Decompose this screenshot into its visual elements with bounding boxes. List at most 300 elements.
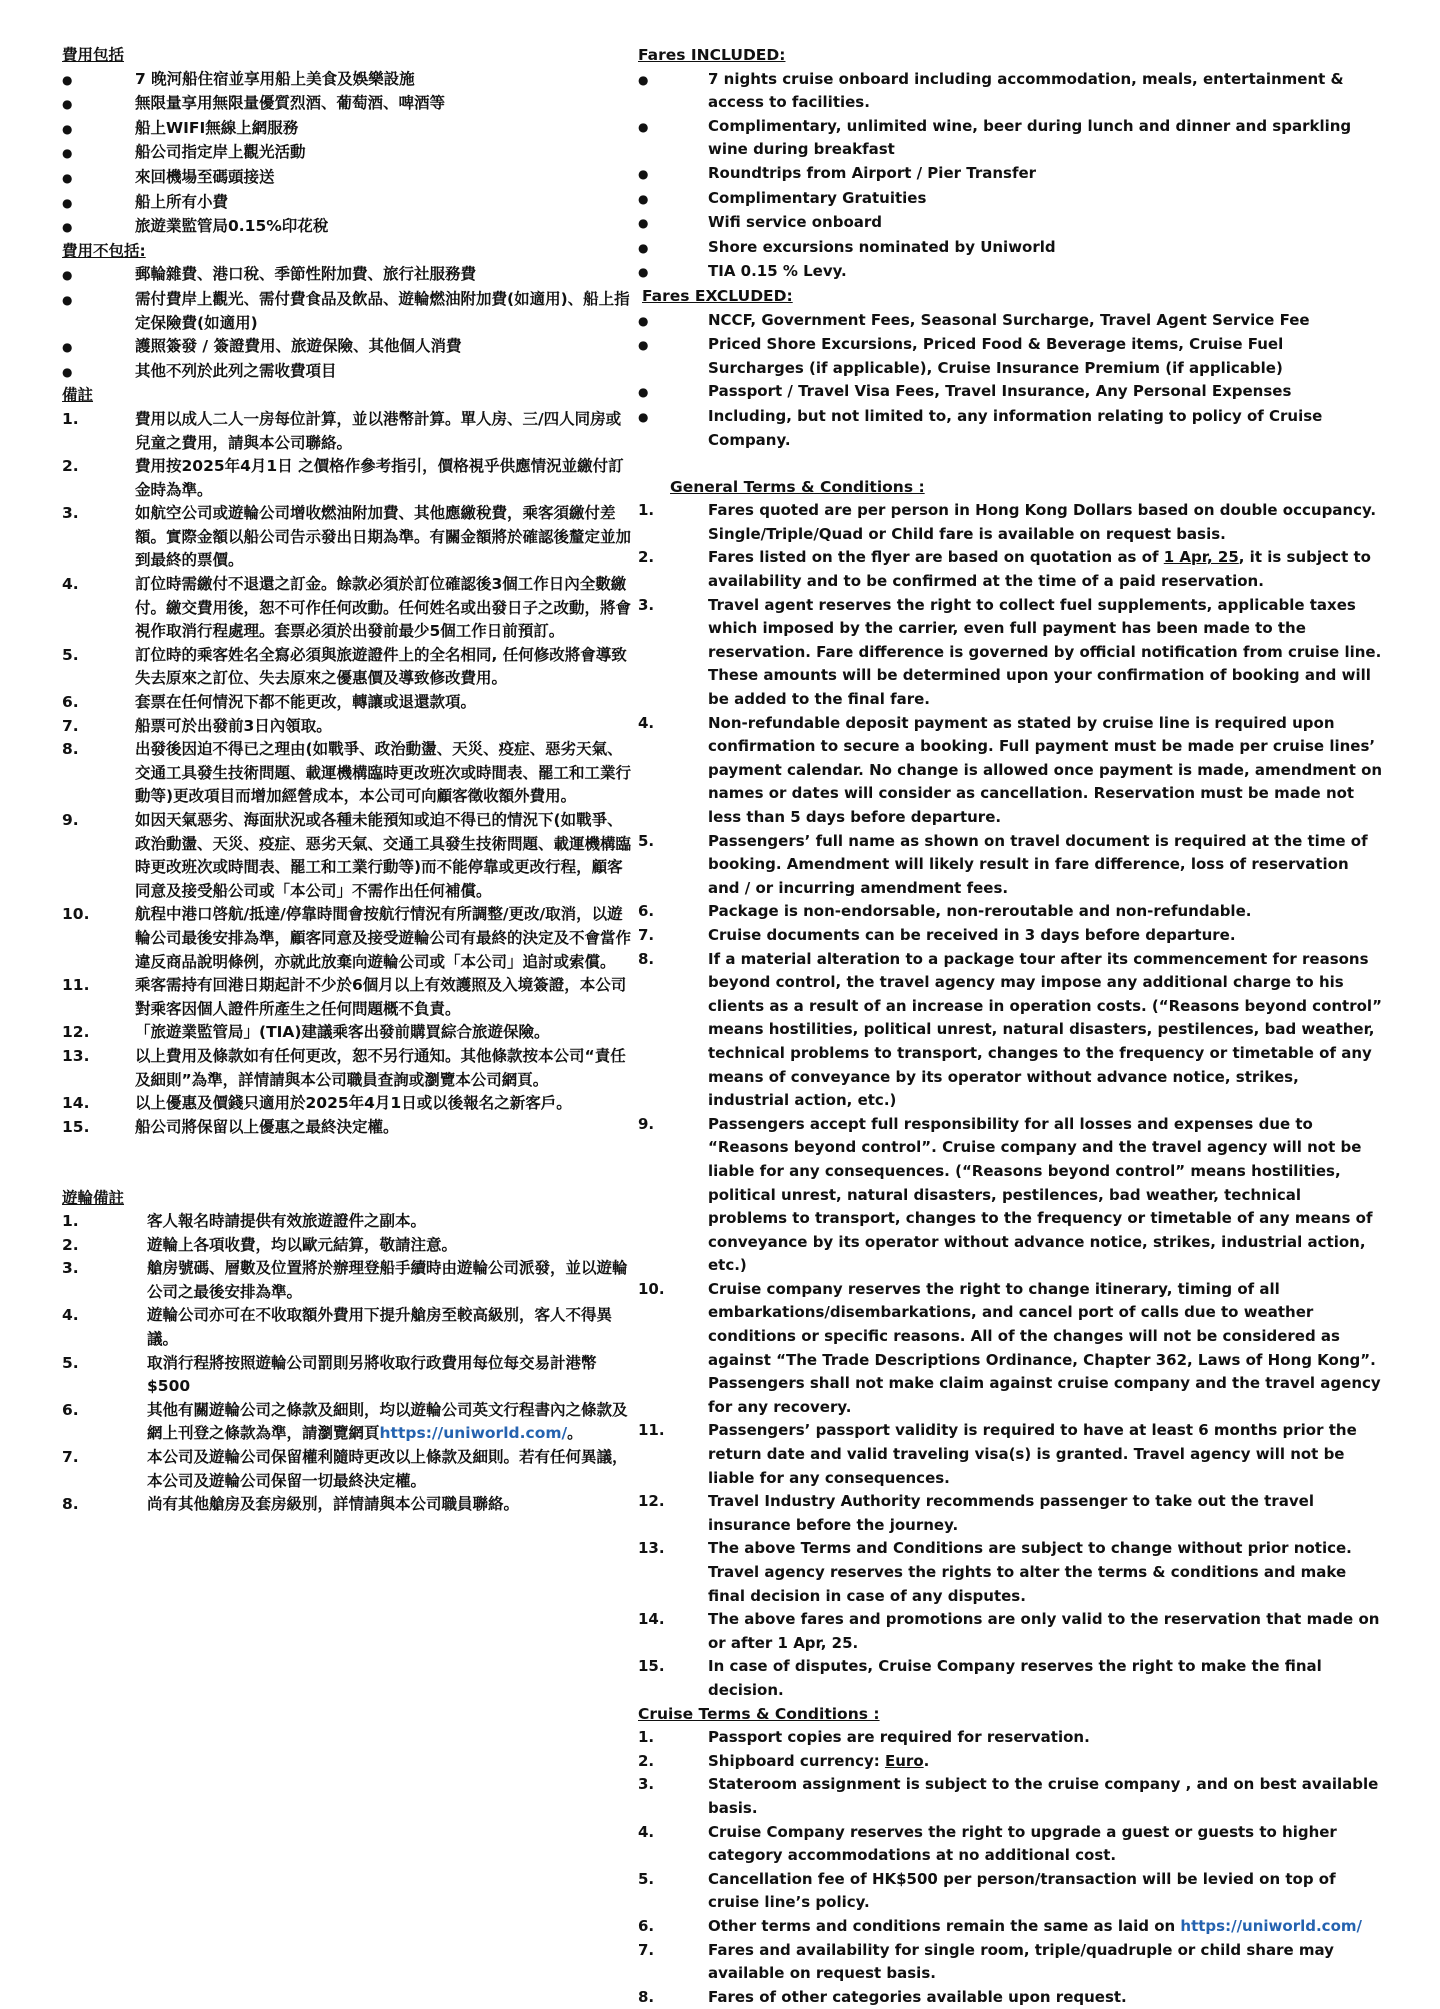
numbered-item — [638, 900, 1383, 924]
item-text-main: 「旅遊業監管局」(TIA)建議乘客出發前購買綜合旅遊保險。 — [135, 1023, 550, 1042]
numbered-item — [638, 1655, 1383, 1702]
item-text — [135, 215, 632, 240]
chinese-terms-column — [62, 44, 632, 1517]
item-text-main: TIA 0.15 % Levy. — [708, 262, 847, 281]
item-text — [708, 1868, 1383, 1915]
numbered-item — [62, 738, 632, 809]
item-text-main: 航程中港口啓航/抵達/停靠時間會按航行情況有所調整/更改/取消，以遊輪公司最後安排為準，顧客同意及接受遊輪公司有最終的決定及不會當作違反商品說明條例，亦就此放棄向遊輪公司或「本公司」追討或索償。 — [135, 905, 632, 971]
item-text — [708, 68, 1383, 115]
item-number: 5. — [62, 645, 79, 664]
item-number: 2. — [638, 1751, 655, 1770]
item-text-main: 訂位時的乘客姓名全寫必須與旅遊證件上的全名相同, 任何修改將會導致失去原來之訂位、失去原來之優惠價及導致修改費用。 — [135, 645, 627, 688]
item-number: 4. — [62, 1306, 79, 1325]
item-text-main: 艙房號碼、層數及位置將於辦理登船手續時由遊輪公司派發，並以遊輪公司之最後安排為準。 — [147, 1259, 628, 1301]
bullet-item — [62, 92, 632, 117]
numbered-item — [638, 948, 1383, 1113]
numbered-item — [638, 594, 1383, 712]
item-text-main: 船票可於出發前3日內領取。 — [135, 716, 332, 735]
filled-circle-icon: ● — [62, 364, 73, 379]
item-number: 1. — [638, 1728, 655, 1747]
bullet-icon — [638, 211, 708, 236]
item-number: 8. — [62, 1495, 79, 1514]
numbered-item — [638, 1868, 1383, 1915]
item-text — [135, 455, 632, 502]
item-text-main: 出發後因迫不得已之理由(如戰爭、政治動盪、天災、疫症、惡劣天氣、交通工具發生技術問題、載運機構臨時更改班次或時間表、罷工和工業行動等)更改項目而增加經營成本，本公司可向顧客徵收額外費用。 — [135, 740, 632, 806]
item-text-main: In case of disputes, Cruise Company reserves the right to make the final decision. — [708, 1657, 1322, 1699]
bullet-item — [62, 263, 632, 288]
bullet-item — [638, 405, 1383, 452]
item-text-main: 取消行程將按照遊輪公司罰則另將收取行政費用每位每交易計港幣$500 — [147, 1353, 597, 1396]
bullet-item — [638, 260, 1383, 285]
item-number: 14. — [62, 1094, 90, 1113]
bullet-icon — [638, 380, 708, 405]
numbered-item — [62, 1234, 632, 1258]
numbered-item — [62, 1446, 632, 1493]
item-text — [708, 236, 1383, 261]
item-text-main: Other terms and conditions remain the same as laid on — [708, 1916, 1181, 1935]
bullet-item — [638, 380, 1383, 405]
item-text — [708, 1773, 1383, 1820]
filled-circle-icon: ● — [638, 191, 649, 206]
item-text-tail: . — [923, 1751, 930, 1770]
item-number: 2. — [62, 457, 79, 476]
item-text-main: NCCF, Government Fees, Seasonal Surcharge, Travel Agent Service Fee — [708, 310, 1310, 329]
item-text-main: 遊輪公司亦可在不收取額外費用下提升艙房至較高級別，客人不得異議。 — [147, 1306, 613, 1349]
item-text — [708, 1986, 1383, 2009]
item-number: 10. — [638, 1279, 665, 1298]
filled-circle-icon: ● — [62, 292, 73, 307]
underlined-date: Euro — [885, 1751, 924, 1770]
item-text-main: Complimentary, unlimited wine, beer during lunch and dinner and sparkling wine during breakfast — [708, 116, 1352, 159]
item-number: 8. — [638, 1987, 655, 2006]
item-text — [147, 1493, 632, 1517]
spacer — [638, 452, 1383, 476]
item-text — [135, 644, 632, 691]
item-text — [135, 408, 632, 455]
item-text — [147, 1304, 632, 1351]
numbered-item — [62, 1116, 632, 1140]
numbered-item — [638, 1608, 1383, 1655]
item-text — [135, 288, 632, 335]
item-number: 14. — [638, 1610, 665, 1629]
filled-circle-icon: ● — [638, 265, 649, 280]
item-number: 11. — [638, 1421, 665, 1440]
item-text — [708, 187, 1383, 212]
item-number: 6. — [638, 902, 655, 921]
item-text-main: Cruise documents can be received in 3 days before departure. — [708, 925, 1236, 944]
bullet-item — [62, 191, 632, 216]
bullet-item — [62, 117, 632, 142]
bullet-item — [638, 333, 1383, 380]
item-number: 7. — [62, 716, 79, 735]
item-number: 3. — [638, 1775, 655, 1794]
spacer — [62, 1139, 632, 1163]
item-text — [147, 1352, 632, 1399]
bullet-item — [62, 215, 632, 240]
bullet-item — [638, 211, 1383, 236]
item-text-main: 其他不列於此列之需收費項目 — [135, 361, 337, 380]
item-text — [135, 335, 632, 360]
item-text-main: 乘客需持有回港日期起計不少於6個月以上有效護照及入境簽證，本公司對乘客因個人證件所產生之任何問題概不負責。 — [135, 976, 627, 1018]
numbered-item — [62, 1399, 632, 1446]
item-text — [708, 115, 1383, 162]
item-text — [708, 1821, 1383, 1868]
spacer — [62, 1163, 632, 1187]
bullet-icon — [62, 166, 135, 191]
item-text-main: 7 nights cruise onboard including accommodation, meals, entertainment & access to facilities. — [708, 69, 1344, 112]
numbered-item — [62, 644, 632, 691]
item-text — [135, 263, 632, 288]
item-text — [135, 360, 632, 385]
item-number: 10. — [62, 905, 90, 924]
numbered-item — [62, 408, 632, 455]
numbered-item — [62, 809, 632, 903]
item-text — [708, 900, 1383, 924]
bullet-icon — [638, 333, 708, 380]
filled-circle-icon: ● — [62, 97, 73, 112]
bullet-icon — [62, 191, 135, 216]
filled-circle-icon: ● — [62, 170, 73, 185]
filled-circle-icon: ● — [62, 268, 73, 283]
item-text-main: 船公司指定岸上觀光活動 — [135, 143, 306, 162]
bullet-item — [62, 360, 632, 385]
numbered-item — [638, 712, 1383, 830]
bullet-item — [62, 335, 632, 360]
bullet-icon — [638, 236, 708, 261]
filled-circle-icon: ● — [638, 313, 649, 328]
item-text-main: 如因天氣惡劣、海面狀況或各種未能預知或迫不得已的情況下(如戰爭、政治動盪、天災、疫症、惡劣天氣、交通工具發生技術問題、載運機構臨時更改班次或時間表、罷工和工業行動等)而不能停靠或更改行程，顧客同意及接受船公司或「本公司」不需作出任何補償。 — [135, 811, 632, 900]
item-text-main: 以上優惠及價錢只適用於2025年4月1日或以後報名之新客戶。 — [135, 1094, 572, 1113]
item-text-main: 客人報名時請提供有效旅遊證件之副本。 — [147, 1212, 427, 1231]
numbered-item — [62, 1352, 632, 1399]
item-number: 12. — [62, 1023, 90, 1042]
website-link[interactable]: https://uniworld.com/ — [1180, 1916, 1362, 1935]
underlined-date: 1 Apr, 25 — [1163, 548, 1239, 567]
item-text — [708, 260, 1383, 285]
item-text — [708, 1537, 1383, 1608]
item-text — [135, 1045, 632, 1092]
bullet-icon — [62, 92, 135, 117]
english-terms-column — [638, 44, 1383, 2009]
item-text-tail: 。 — [567, 1424, 583, 1443]
numbered-item — [638, 1419, 1383, 1490]
section-heading: Cruise Terms & Conditions : — [638, 1704, 880, 1723]
section-heading: Fares INCLUDED: — [638, 46, 786, 64]
item-text-main: Cruise Company reserves the right to upgrade a guest or guests to higher category accommodations at no additional cost. — [708, 1822, 1337, 1865]
item-number: 12. — [638, 1492, 665, 1511]
item-text-main: 本公司及遊輪公司保留權利隨時更改以上條款及細則。若有任何異議，本公司及遊輪公司保留一切最終決定權。 — [147, 1448, 628, 1490]
item-number: 4. — [638, 713, 655, 732]
item-number: 13. — [638, 1539, 665, 1558]
bullet-item — [638, 309, 1383, 334]
item-text — [708, 162, 1383, 187]
item-text — [708, 380, 1383, 405]
item-number: 4. — [638, 1822, 655, 1841]
bullet-item — [638, 162, 1383, 187]
numbered-item — [638, 1915, 1383, 1939]
numbered-item — [62, 1092, 632, 1116]
numbered-item — [62, 1257, 632, 1304]
filled-circle-icon: ● — [638, 338, 649, 353]
item-text — [135, 68, 632, 93]
item-text — [708, 1608, 1383, 1655]
numbered-item — [62, 1045, 632, 1092]
item-text — [708, 333, 1383, 380]
numbered-item — [62, 455, 632, 502]
item-text — [135, 573, 632, 644]
numbered-item — [638, 1278, 1383, 1420]
item-text-main: Shipboard currency: — [708, 1751, 885, 1770]
item-text-main: Non-refundable deposit payment as stated by cruise line is required upon confirmation to secure a booking. Full payment must be made per cruise lines’ payment calendar. No change is allowed once payment is made, amendment on names or dates will consider as cancellation. Reservation must be made not less than 5 days before departure. — [708, 713, 1383, 826]
item-number: 4. — [62, 575, 79, 594]
numbered-item — [638, 1537, 1383, 1608]
filled-circle-icon: ● — [62, 340, 73, 355]
item-text-main: The above fares and promotions are only valid to the reservation that made on or after 1 Apr, 25. — [708, 1610, 1380, 1652]
bullet-icon — [638, 187, 708, 212]
numbered-item — [638, 499, 1383, 546]
numbered-item — [62, 1304, 632, 1351]
item-number: 9. — [62, 811, 79, 829]
item-number: 3. — [62, 504, 79, 523]
filled-circle-icon: ● — [62, 146, 73, 161]
item-number: 5. — [638, 831, 655, 850]
item-number: 1. — [62, 409, 79, 428]
item-text — [135, 715, 632, 739]
item-text — [147, 1257, 632, 1304]
bullet-item — [638, 115, 1383, 162]
item-text — [147, 1399, 632, 1446]
bullet-item — [62, 166, 632, 191]
numbered-item — [62, 573, 632, 644]
item-text — [135, 903, 632, 974]
item-text-main: 護照簽發 / 簽證費用、旅遊保險、其他個人消費 — [135, 337, 462, 356]
item-text-main: 無限量享用無限量優質烈酒、葡萄酒、啤酒等 — [135, 94, 446, 113]
numbered-item — [638, 546, 1383, 593]
item-text — [135, 974, 632, 1021]
bullet-icon — [62, 68, 135, 93]
filled-circle-icon: ● — [638, 216, 649, 231]
section-heading: Fares EXCLUDED: — [642, 286, 793, 305]
item-text-main: 來回機場至碼頭接送 — [135, 167, 275, 186]
item-text — [708, 1750, 1383, 1774]
bullet-icon — [62, 141, 135, 166]
item-text — [708, 1113, 1383, 1278]
item-text-main: Cruise company reserves the right to change itinerary, timing of all embarkations/disembarkations, and cancel port of calls due to weather conditions or specific reasons. All of the changes will not be considered as against “The Trade Descriptions Ordinance, Chapter 362, Laws of Hong Kong”. Passengers shall not make claim against cruise company and the travel agency for any recovery. — [708, 1279, 1381, 1416]
item-text — [135, 1092, 632, 1116]
item-text — [135, 1116, 632, 1140]
item-text — [708, 1278, 1383, 1420]
item-number: 1. — [638, 501, 655, 520]
bullet-icon — [62, 117, 135, 142]
bullet-icon — [62, 263, 135, 288]
item-text-main: 費用按2025年4月1日 之價格作參考指引，價格視乎供應情況並繳付訂金時為準。 — [135, 457, 624, 499]
numbered-item — [62, 691, 632, 715]
item-text — [708, 1726, 1383, 1750]
item-number: 7. — [638, 1940, 655, 1959]
item-number: 8. — [638, 949, 655, 968]
filled-circle-icon: ● — [638, 240, 649, 255]
item-text-main: Wifi service onboard — [708, 213, 883, 232]
bullet-item — [638, 187, 1383, 212]
item-text-main: Roundtrips from Airport / Pier Transfer — [708, 163, 1037, 182]
item-text-main: Fares quoted are per person in Hong Kong Dollars based on double occupancy. Single/Triple/Quad or Child fare is available on request basis. — [708, 501, 1377, 543]
bullet-icon — [638, 260, 708, 285]
numbered-item — [638, 1986, 1383, 2009]
item-text-main: 郵輪雜費、港口稅、季節性附加費、旅行社服務費 — [135, 265, 477, 284]
item-text — [147, 1234, 632, 1258]
bullet-icon — [62, 288, 135, 335]
section-heading: General Terms & Conditions : — [670, 477, 925, 496]
item-text — [708, 830, 1383, 901]
bullet-item — [62, 288, 632, 335]
item-text-main: Fares listed on the flyer are based on quotation as of — [708, 548, 1164, 567]
numbered-item — [638, 1490, 1383, 1537]
filled-circle-icon: ● — [638, 409, 649, 424]
item-text-main: 船上WIFI無線上網服務 — [135, 118, 299, 137]
item-text-main: 需付費岸上觀光、需付費食品及飲品、遊輪燃油附加費(如適用)、船上指定保險費(如適用) — [135, 289, 630, 332]
item-text-main: 訂位時需繳付不退還之訂金。餘款必須於訂位確認後3個工作日內全數繳付。繳交費用後，恕不可作任何改動。任何姓名或出發日子之改動，將會視作取消行程處理。套票必須於出發前最少5個工作日前預訂。 — [135, 575, 632, 641]
item-text — [708, 1419, 1383, 1490]
numbered-item — [62, 502, 632, 573]
bullet-icon — [638, 405, 708, 452]
item-text-main: Fares of other categories available upon request. — [708, 1987, 1127, 2006]
item-text — [135, 1021, 632, 1045]
item-text-main: 以上費用及條款如有任何更改，恕不另行通知。其他條款按本公司“責任及細則”為準，詳情請與本公司職員查詢或瀏覽本公司網頁。 — [135, 1046, 626, 1089]
item-text — [708, 1939, 1383, 1986]
numbered-item — [638, 1821, 1383, 1868]
item-text-main: Passengers’ passport validity is required to have at least 6 months prior the return date and valid traveling visa(s) is granted. Travel agency will not be liable for any consequences. — [708, 1421, 1357, 1487]
item-text — [135, 166, 632, 191]
item-number: 15. — [62, 1117, 90, 1136]
section-heading: 費用包括 — [62, 46, 125, 64]
item-number: 15. — [638, 1657, 665, 1676]
item-text-main: Priced Shore Excursions, Priced Food & Beverage items, Cruise Fuel Surcharges (if applicable), Cruise Insurance Premium (if applicable) — [708, 335, 1284, 377]
item-number: 6. — [62, 1400, 79, 1419]
bullet-icon — [638, 309, 708, 334]
item-number: 11. — [62, 976, 90, 995]
item-text-main: 費用以成人二人一房每位計算，並以港幣計算。單人房、三/四人同房或兒童之費用，請與本公司聯絡。 — [135, 409, 622, 452]
item-text — [708, 499, 1383, 546]
numbered-item — [638, 1773, 1383, 1820]
numbered-item — [638, 924, 1383, 948]
bullet-icon — [62, 335, 135, 360]
item-text — [708, 211, 1383, 236]
item-text — [135, 191, 632, 216]
item-text-main: Including, but not limited to, any information relating to policy of Cruise Company. — [708, 406, 1323, 449]
numbered-item — [638, 1113, 1383, 1278]
item-text-main: 旅遊業監管局0.15%印花稅 — [135, 217, 329, 236]
item-number: 9. — [638, 1114, 655, 1133]
website-link[interactable]: https://uniworld.com/ — [379, 1424, 568, 1443]
filled-circle-icon: ● — [62, 72, 73, 87]
numbered-item — [62, 974, 632, 1021]
bullet-icon — [62, 215, 135, 240]
item-text-main: Travel agent reserves the right to collect fuel supplements, applicable taxes which imposed by the carrier, even full payment has been made to the reservation. Fare difference is governed by official notification from cruise line. These amounts will be determined upon your confirmation of booking and will be added to the final fare. — [708, 595, 1382, 709]
filled-circle-icon: ● — [638, 119, 649, 134]
item-text-main: Stateroom assignment is subject to the cruise company , and on best available basis. — [708, 1775, 1379, 1817]
item-text-main: Shore excursions nominated by Uniworld — [708, 237, 1056, 256]
item-text — [135, 92, 632, 117]
item-text — [135, 809, 632, 903]
item-number: 3. — [62, 1259, 79, 1278]
item-text-main: If a material alteration to a package tour after its commencement for reasons beyond control, the travel agency may impose any additional charge to his clients as a result of an increase in operation costs. (“Reasons beyond control” means hostilities, political unrest, natural disasters, pestilences, bad weather, technical problems to transport, changes to the frequency or timetable of any means of conveyance by its operator without advance notice, strikes, industrial action, etc.) — [708, 949, 1382, 1110]
item-number: 5. — [638, 1869, 655, 1888]
item-text — [147, 1446, 632, 1493]
bullet-icon — [638, 115, 708, 162]
item-text — [708, 405, 1383, 452]
item-text-main: 如航空公司或遊輪公司增收燃油附加費、其他應繳稅費，乘客須繳付差額。實際金額以船公司告示發出日期為準。有關金額將於確認後釐定並加到最終的票價。 — [135, 504, 632, 570]
item-text-main: 套票在任何情況下都不能更改，轉讓或退還款項。 — [135, 693, 477, 712]
item-text — [135, 691, 632, 715]
numbered-item — [62, 1493, 632, 1517]
numbered-item — [62, 715, 632, 739]
item-number: 7. — [62, 1448, 79, 1467]
section-heading: 遊輪備註 — [62, 1188, 125, 1207]
item-text-main: Passengers accept full responsibility for all losses and expenses due to “Reasons beyond control”. Cruise company and the travel agency will not be liable for any consequences. (“Reasons beyond control” means hostilities, political unrest, natural disasters, pestilences, bad weather, technical problems to transport, changes to the frequency or timetable of any means of conveyance by its operator without advance notice, strikes, industrial action, etc.) — [708, 1114, 1373, 1275]
item-text — [135, 502, 632, 573]
filled-circle-icon: ● — [638, 72, 649, 87]
item-number: 6. — [638, 1916, 655, 1935]
item-number: 1. — [62, 1212, 79, 1231]
item-number: 13. — [62, 1046, 90, 1065]
item-text-main: The above Terms and Conditions are subject to change without prior notice. Travel agency reserves the rights to alter the terms & conditions and make final decision in case of any disputes. — [708, 1539, 1352, 1605]
numbered-item — [62, 1210, 632, 1234]
item-text — [135, 738, 632, 809]
numbered-item — [62, 1021, 632, 1045]
item-text — [708, 594, 1383, 712]
item-text-main: Complimentary Gratuities — [708, 188, 927, 207]
item-text — [708, 546, 1383, 593]
item-text-main: 遊輪上各項收費，均以歐元結算，敬請注意。 — [147, 1235, 458, 1254]
item-text — [708, 712, 1383, 830]
section-heading: 費用不包括: — [62, 241, 146, 260]
item-text — [135, 117, 632, 142]
bullet-item — [62, 141, 632, 166]
item-text — [708, 1490, 1383, 1537]
item-text — [708, 1915, 1383, 1939]
item-number: 5. — [62, 1353, 79, 1372]
item-text-main: Travel Industry Authority recommends passenger to take out the travel insurance before the journey. — [708, 1492, 1314, 1534]
item-text — [708, 948, 1383, 1113]
numbered-item — [638, 1750, 1383, 1774]
item-text-main: 船上所有小費 — [135, 192, 229, 211]
item-text — [147, 1210, 632, 1234]
item-text-main: Passengers’ full name as shown on travel document is required at the time of booking. Amendment will likely result in fare difference, loss of reservation and / or incurring amendment fees. — [708, 831, 1368, 897]
item-text — [708, 309, 1383, 334]
item-text-main: 其他有關遊輪公司之條款及細則，均以遊輪公司英文行程書內之條款及網上刊登之條款為準，請瀏覽網頁 — [147, 1400, 628, 1443]
item-text-main: 7 晚河船住宿並享用船上美食及娛樂設施 — [135, 69, 415, 88]
filled-circle-icon: ● — [62, 195, 73, 210]
bullet-icon — [62, 360, 135, 385]
item-text-main: Passport copies are required for reservation. — [708, 1728, 1090, 1747]
numbered-item — [62, 903, 632, 974]
item-text-main: Cancellation fee of HK$500 per person/transaction will be levied on top of cruise line’s policy. — [708, 1869, 1336, 1912]
item-text — [135, 141, 632, 166]
item-number: 8. — [62, 740, 79, 759]
item-text-main: 船公司將保留以上優惠之最終決定權。 — [135, 1117, 399, 1136]
bullet-item — [638, 236, 1383, 261]
numbered-item — [638, 1726, 1383, 1750]
item-number: 3. — [638, 595, 655, 614]
item-number: 7. — [638, 925, 655, 944]
item-number: 6. — [62, 693, 79, 712]
numbered-item — [638, 1939, 1383, 1986]
item-text-tail: , it is subject to availability and to be confirmed at the time of a paid reservation. — [708, 548, 1371, 591]
bullet-item — [638, 68, 1383, 115]
filled-circle-icon: ● — [62, 220, 73, 235]
filled-circle-icon: ● — [638, 385, 649, 400]
filled-circle-icon: ● — [638, 166, 649, 181]
